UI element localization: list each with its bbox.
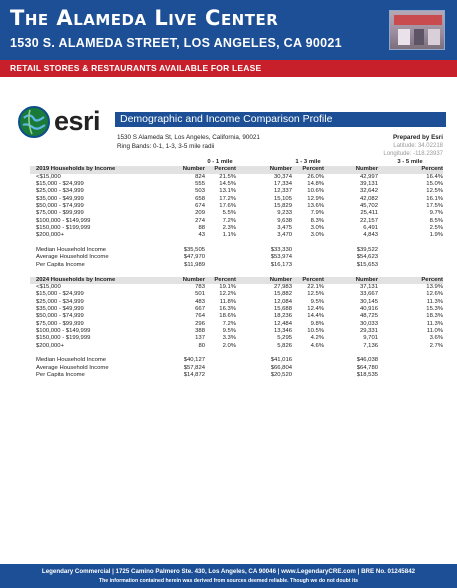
footer-contact: Legendary Commercial | 1725 Camino Palmero Ste. 430, Los Angeles, CA 90046 | www.LegendaryCRE.com | BRE No. 01245842: [41, 568, 416, 575]
table-cell: 22.1%: [307, 283, 324, 290]
table-cell: 8.3%: [310, 217, 324, 224]
summary-value: $20,520: [270, 371, 292, 378]
column-header: Number: [355, 166, 378, 173]
table-cell: 3.0%: [310, 232, 324, 239]
table-row: [30, 306, 443, 313]
table-row: [30, 299, 443, 306]
table-cell: 32,642: [359, 188, 378, 195]
table-cell: 11.0%: [426, 327, 443, 334]
table-cell: 12,084: [273, 298, 292, 305]
income-bracket: $100,000 - $149,999: [36, 327, 91, 334]
site-address: 1530 S Alameda St, Los Angeles, California, 90021: [117, 134, 260, 141]
ring-label: 3 - 5 mile: [397, 159, 423, 165]
table-cell: 30,033: [359, 320, 378, 327]
table-cell: 12.5%: [426, 188, 443, 195]
table-cell: 9.8%: [310, 320, 324, 327]
ring-bands: Ring Bands: 0-1, 1-3, 3-5 mile radii: [117, 143, 215, 150]
table-cell: 15,882: [273, 291, 292, 298]
table-cell: 7,136: [363, 342, 378, 349]
table-cell: 11.3%: [426, 298, 443, 305]
section-header-row: [30, 277, 443, 284]
table-cell: 5.5%: [222, 210, 236, 217]
table-row: [30, 343, 443, 350]
table-row: [30, 210, 443, 217]
summary-value: $47,970: [183, 254, 205, 261]
table-cell: 658: [195, 195, 205, 202]
table-row: [30, 188, 443, 195]
table-cell: 9.7%: [429, 210, 443, 217]
summary-value: $18,535: [356, 371, 378, 378]
table-cell: 7.2%: [222, 217, 236, 224]
esri-logo: [18, 106, 108, 140]
table-cell: 13.6%: [307, 203, 324, 210]
table-cell: 483: [195, 298, 205, 305]
property-photo: [389, 10, 445, 50]
table-cell: 17,334: [273, 181, 292, 188]
summary-value: $46,038: [356, 357, 378, 364]
summary-value: $40,127: [183, 357, 205, 364]
table-cell: 18.3%: [426, 313, 443, 320]
income-bracket: $35,000 - $49,999: [36, 195, 84, 202]
column-header: Percent: [421, 166, 443, 173]
summary-value: $54,623: [356, 254, 378, 261]
summary-label: Per Capita Income: [36, 371, 85, 378]
lease-banner: [0, 60, 457, 77]
column-header: Percent: [421, 276, 443, 283]
table-cell: 11.8%: [219, 298, 236, 305]
table-cell: 16.4%: [426, 173, 443, 180]
income-bracket: $15,000 - $24,999: [36, 181, 84, 188]
table-row: [30, 196, 443, 203]
table-cell: 501: [195, 291, 205, 298]
table-cell: 43: [198, 232, 205, 239]
column-header: Number: [182, 276, 205, 283]
income-bracket: $200,000+: [36, 342, 65, 349]
summary-value: $15,653: [356, 261, 378, 268]
summary-value: $35,505: [183, 247, 205, 254]
table-cell: 25,411: [360, 210, 378, 217]
table-cell: 8.5%: [429, 217, 443, 224]
section-heading: 2019 Households by Income: [36, 166, 116, 173]
table-cell: 15.0%: [426, 181, 443, 188]
table-cell: 1.9%: [429, 232, 443, 239]
table-row: [30, 203, 443, 210]
table-cell: 555: [195, 181, 205, 188]
table-cell: 17.2%: [219, 195, 236, 202]
table-cell: 5,826: [277, 342, 292, 349]
table-cell: 14.5%: [219, 181, 236, 188]
income-bracket: $50,000 - $74,999: [36, 313, 84, 320]
property-address: 1530 S. ALAMEDA STREET, LOS ANGELES, CA 90021: [10, 36, 342, 50]
report-title-bar: [115, 112, 446, 127]
column-header: Number: [269, 166, 292, 173]
table-cell: 14.4%: [307, 313, 324, 320]
table-cell: 503: [195, 188, 205, 195]
summary-row: [30, 247, 443, 254]
summary-label: Per Capita Income: [36, 261, 85, 268]
table-row: [30, 335, 443, 342]
table-cell: 21.5%: [219, 173, 236, 180]
table-cell: 27,983: [273, 283, 292, 290]
table-row: [30, 218, 443, 225]
summary-value: $53,974: [270, 254, 292, 261]
table-cell: 12,337: [273, 188, 292, 195]
table-cell: 37,131: [359, 283, 378, 290]
summary-value: $57,824: [183, 364, 205, 371]
table-cell: 7.9%: [310, 210, 324, 217]
table-cell: 3.0%: [310, 225, 324, 232]
latitude: Latitude: 34.02218: [393, 143, 443, 149]
table-cell: 30,374: [273, 173, 292, 180]
table-cell: 9,701: [363, 335, 378, 342]
column-header: Percent: [214, 276, 236, 283]
table-cell: 9.5%: [222, 327, 236, 334]
table-cell: 209: [195, 210, 205, 217]
table-cell: 3.3%: [222, 335, 236, 342]
table-cell: 16.1%: [426, 195, 443, 202]
table-row: [30, 225, 443, 232]
summary-value: $14,872: [183, 371, 205, 378]
income-bracket: $25,000 - $34,999: [36, 298, 84, 305]
section-header-row: [30, 166, 443, 173]
table-row: [30, 232, 443, 239]
table-cell: 19.1%: [219, 283, 236, 290]
column-header: Number: [269, 276, 292, 283]
table-cell: 12.9%: [307, 195, 324, 202]
table-cell: 33,667: [359, 291, 378, 298]
table-cell: 30,145: [359, 298, 378, 305]
table-cell: 12.6%: [426, 291, 443, 298]
summary-value: $39,522: [356, 247, 378, 254]
table-cell: 13.9%: [426, 283, 443, 290]
table-cell: 45,702: [359, 203, 378, 210]
prepared-by: Prepared by Esri: [392, 134, 443, 141]
footer-disclaimer: The information contained herein was derived from sources deemed reliable. Though we do not doubt its: [98, 578, 359, 584]
column-header: Percent: [214, 166, 236, 173]
income-bracket: <$15,000: [36, 283, 61, 290]
property-title: The Alameda Live Center: [10, 6, 279, 30]
income-bracket: $35,000 - $49,999: [36, 305, 84, 312]
spacer-row: [30, 240, 443, 247]
table-cell: 39,131: [359, 181, 378, 188]
table-cell: 3.6%: [429, 335, 443, 342]
table-cell: 9,638: [277, 217, 292, 224]
table-cell: 7.2%: [222, 320, 236, 327]
income-bracket: $75,000 - $99,999: [36, 210, 84, 217]
table-cell: 137: [195, 335, 205, 342]
lease-banner-text: RETAIL STORES & RESTAURANTS AVAILABLE FOR LEASE: [10, 63, 262, 73]
table-cell: 40,916: [359, 305, 378, 312]
table-cell: 13.1%: [219, 188, 236, 195]
table-cell: 48,725: [359, 313, 378, 320]
table-cell: 274: [195, 217, 205, 224]
table-cell: 26.0%: [307, 173, 324, 180]
table-cell: 29,331: [359, 327, 378, 334]
table-row: [30, 291, 443, 298]
table-cell: 296: [195, 320, 205, 327]
table-cell: 16.3%: [219, 305, 236, 312]
section-heading: 2024 Households by Income: [36, 276, 116, 283]
summary-value: $33,330: [270, 247, 292, 254]
table-row: [30, 321, 443, 328]
table-cell: 17.5%: [426, 203, 443, 210]
income-bracket: $100,000 - $149,999: [36, 217, 91, 224]
summary-value: $16,173: [270, 261, 292, 268]
table-row: [30, 284, 443, 291]
table-cell: 2.3%: [222, 225, 236, 232]
column-header: Number: [182, 166, 205, 173]
summary-value: $66,804: [270, 364, 292, 371]
table-cell: 2.5%: [429, 225, 443, 232]
table-cell: 11.3%: [426, 320, 443, 327]
income-bracket: $25,000 - $34,999: [36, 188, 84, 195]
table-cell: 12,484: [273, 320, 292, 327]
table-cell: 4.2%: [310, 335, 324, 342]
table-cell: 15,829: [273, 203, 292, 210]
summary-value: $41,016: [270, 357, 292, 364]
table-cell: 4,843: [363, 232, 378, 239]
table-cell: 12.5%: [307, 291, 324, 298]
table-cell: 42,997: [359, 173, 378, 180]
table-cell: 15.3%: [426, 305, 443, 312]
esri-wordmark: esri: [54, 106, 101, 136]
income-bracket: $150,000 - $199,999: [36, 225, 91, 232]
table-cell: 14.8%: [307, 181, 324, 188]
summary-row: [30, 262, 443, 269]
table-cell: 88: [198, 225, 205, 232]
summary-label: Median Household Income: [36, 357, 107, 364]
table-cell: 17.6%: [219, 203, 236, 210]
table-cell: 674: [195, 203, 205, 210]
table-cell: 12.4%: [307, 305, 324, 312]
table-row: [30, 181, 443, 188]
summary-label: Average Household Income: [36, 364, 109, 371]
globe-icon: [18, 106, 50, 138]
table-row: [30, 174, 443, 181]
income-bracket: $15,000 - $24,999: [36, 291, 84, 298]
table-cell: 80: [198, 342, 205, 349]
spacer-row: [30, 350, 443, 357]
table-cell: 388: [195, 327, 205, 334]
table-cell: 18.6%: [219, 313, 236, 320]
table-cell: 2.7%: [429, 342, 443, 349]
longitude: Longitude: -118.23937: [383, 151, 443, 157]
table-cell: 6,491: [363, 225, 378, 232]
summary-value: $11,989: [184, 261, 205, 268]
report-title: Demographic and Income Comparison Profile: [120, 113, 333, 125]
table-cell: 13,346: [273, 327, 292, 334]
summary-row: [30, 254, 443, 261]
table-row: [30, 328, 443, 335]
table-cell: 15,688: [273, 305, 292, 312]
summary-row: [30, 372, 443, 379]
income-table: [30, 159, 443, 379]
table-cell: 4.6%: [310, 342, 324, 349]
footer: [0, 564, 457, 588]
spacer-row: [30, 269, 443, 276]
table-cell: 22,157: [359, 217, 378, 224]
ring-header-row: [30, 159, 443, 166]
table-cell: 783: [195, 283, 205, 290]
table-cell: 3,470: [277, 232, 292, 239]
ring-label: 0 - 1 mile: [207, 159, 233, 165]
income-bracket: $75,000 - $99,999: [36, 320, 84, 327]
income-bracket: $50,000 - $74,999: [36, 203, 84, 210]
summary-value: $64,780: [356, 364, 378, 371]
table-cell: 42,082: [359, 195, 378, 202]
table-cell: 667: [195, 305, 205, 312]
table-cell: 18,236: [273, 313, 292, 320]
income-bracket: $200,000+: [36, 232, 65, 239]
table-cell: 824: [195, 173, 205, 180]
income-bracket: $150,000 - $199,999: [36, 335, 91, 342]
column-header: Number: [355, 276, 378, 283]
table-cell: 3,475: [277, 225, 292, 232]
table-cell: 10.5%: [307, 327, 324, 334]
table-cell: 764: [195, 313, 205, 320]
column-header: Percent: [302, 276, 324, 283]
summary-row: [30, 357, 443, 364]
table-cell: 1.1%: [222, 232, 236, 239]
table-cell: 10.6%: [307, 188, 324, 195]
summary-row: [30, 365, 443, 372]
table-cell: 9,233: [277, 210, 292, 217]
header-banner: [0, 0, 457, 60]
ring-label: 1 - 3 mile: [295, 159, 321, 165]
summary-label: Average Household Income: [36, 254, 109, 261]
income-bracket: <$15,000: [36, 173, 61, 180]
table-row: [30, 313, 443, 320]
column-header: Percent: [302, 166, 324, 173]
summary-label: Median Household Income: [36, 247, 107, 254]
table-cell: 2.0%: [222, 342, 236, 349]
table-cell: 5,295: [277, 335, 292, 342]
table-cell: 15,105: [273, 195, 292, 202]
table-cell: 12.2%: [219, 291, 236, 298]
table-cell: 9.5%: [310, 298, 324, 305]
